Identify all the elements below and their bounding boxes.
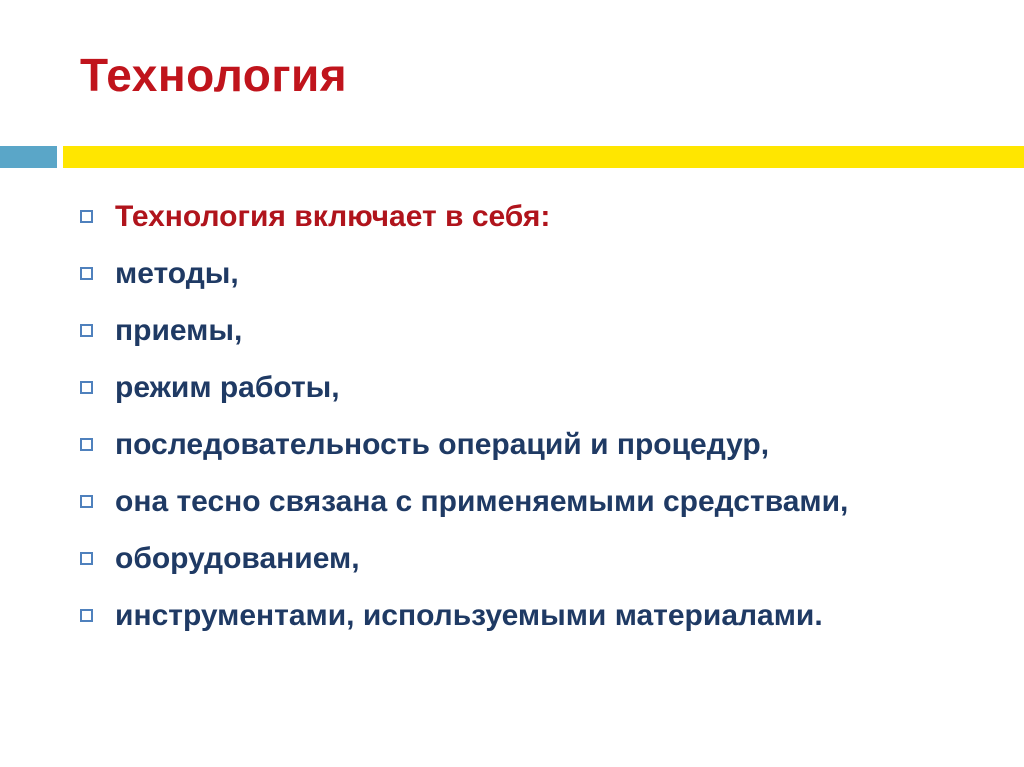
list-item xyxy=(72,587,848,644)
list-item-text: Технология включает в себя: xyxy=(115,199,551,233)
square-bullet-icon xyxy=(80,324,93,337)
list-item-text: оборудованием, xyxy=(115,541,360,575)
list-item-text: последовательность операций и процедур, xyxy=(115,427,770,461)
square-bullet-icon xyxy=(80,552,93,565)
list-item-text: она тесно связана с применяемыми средствами, xyxy=(115,484,849,518)
list-item-text: режим работы, xyxy=(115,370,340,404)
slide-title: Технология xyxy=(80,49,348,101)
list-item-text: инструментами, используемыми материалами. xyxy=(115,598,823,632)
list-item xyxy=(72,359,848,416)
square-bullet-icon xyxy=(80,267,93,280)
list-item xyxy=(72,416,848,473)
square-bullet-icon xyxy=(80,381,93,394)
square-bullet-icon xyxy=(80,609,93,622)
list-item xyxy=(72,473,848,530)
list-item xyxy=(72,530,848,587)
list-item-text: приемы, xyxy=(115,313,243,347)
list-item xyxy=(72,188,848,245)
accent-bar xyxy=(63,146,1024,168)
square-bullet-icon xyxy=(80,495,93,508)
list-item xyxy=(72,245,848,302)
list-item xyxy=(72,302,848,359)
square-bullet-icon xyxy=(80,438,93,451)
bullet-list xyxy=(72,188,848,644)
list-item-text: методы, xyxy=(115,256,239,290)
square-bullet-icon xyxy=(80,210,93,223)
accent-block xyxy=(0,146,57,168)
